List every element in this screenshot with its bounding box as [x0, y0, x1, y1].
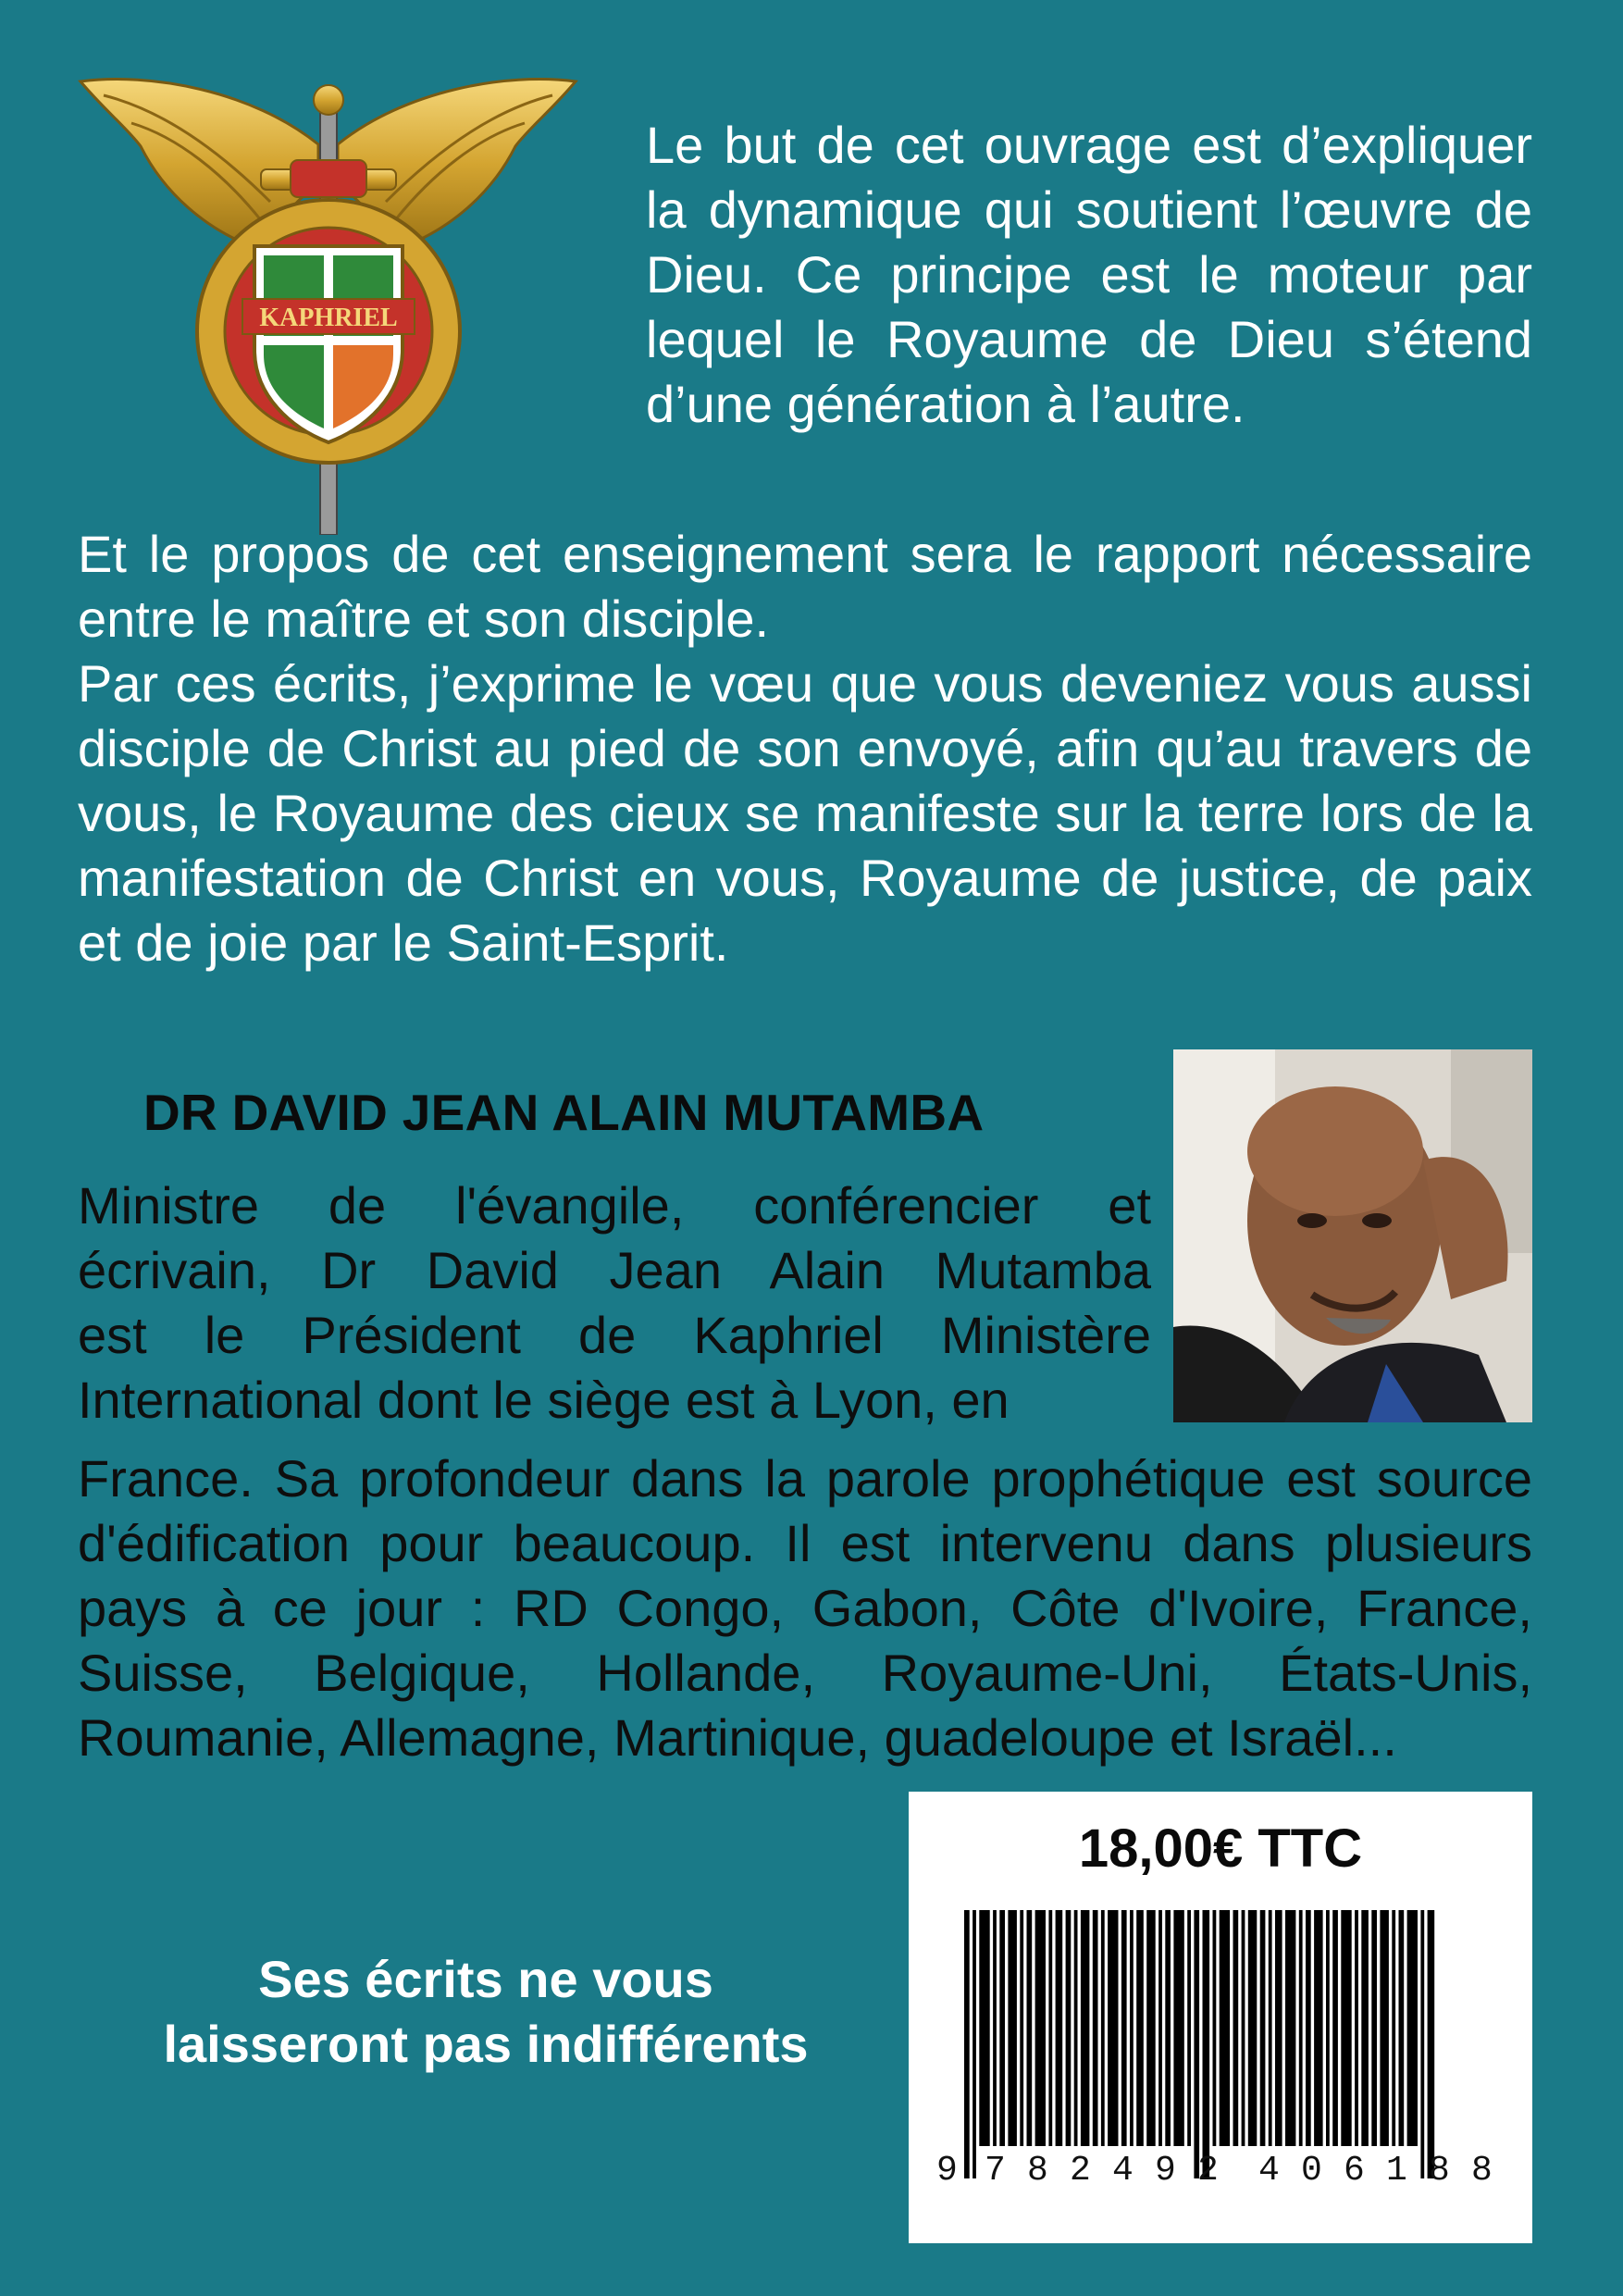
- purpose-paragraph: Et le propos de cet enseignement sera le rapport nécessaire entre le maître et son disciple.: [78, 525, 1532, 648]
- barcode-bar: [1275, 1910, 1282, 2146]
- barcode-bar: [1220, 1910, 1230, 2146]
- barcode-bar: [1299, 1910, 1303, 2146]
- barcode-bar: [1130, 1910, 1134, 2146]
- author-name: DR DAVID JEAN ALAIN MUTAMBA: [143, 1084, 985, 1141]
- barcode-bar: [1101, 1910, 1105, 2146]
- barcode-bar: [1136, 1910, 1144, 2146]
- barcode-bar: [993, 1910, 997, 2146]
- barcode-panel: [909, 1792, 1532, 2243]
- barcode-bar: [1158, 1910, 1162, 2146]
- barcode-bar: [1048, 1910, 1052, 2146]
- winged-shield-icon: [76, 72, 580, 535]
- barcode-bar: [1233, 1910, 1239, 2146]
- barcode-bar: [1371, 1910, 1377, 2146]
- bio-line: est le Président de Kaphriel Ministère: [78, 1306, 1151, 1364]
- svg-text:KAPHRIEL: KAPHRIEL: [259, 304, 398, 332]
- barcode-bar: [1027, 1910, 1033, 2146]
- barcode-bar: [1399, 1910, 1405, 2146]
- isbn-digit: 4: [1112, 2151, 1134, 2191]
- bio-line: International dont le siège est à Lyon, en: [78, 1371, 1010, 1429]
- barcode-bar: [1314, 1910, 1323, 2146]
- barcode-bar: [1203, 1910, 1210, 2178]
- price-label: 18,00€ TTC: [1078, 1818, 1363, 1879]
- barcode-bar: [1035, 1910, 1046, 2146]
- tagline-line: Ses écrits ne vous: [258, 1950, 713, 2008]
- isbn-digit: 8: [1027, 2151, 1048, 2191]
- isbn-digit: 7: [985, 2151, 1006, 2191]
- barcode-bar: [1165, 1910, 1171, 2146]
- isbn-digit: 6: [1344, 2151, 1365, 2191]
- wish-paragraph: Par ces écrits, j’exprime le vœu que vous deveniez vous aussi disciple de Christ au pied de son envoyé, afin qu’au travers de vous, le Royaume des cieux se manifeste sur la terre lors de la manifestation de Christ en vous, Royaume de justice, de paix et de joie par le Saint-Esprit.: [78, 654, 1532, 972]
- barcode-bar: [1056, 1910, 1063, 2146]
- barcode-bar: [1260, 1910, 1266, 2146]
- isbn-digit: 9: [936, 2151, 958, 2191]
- barcode-bar: [1093, 1910, 1098, 2146]
- barcode-bar: [1341, 1910, 1351, 2146]
- barcode-bar: [1407, 1910, 1418, 2146]
- barcode-bar: [1306, 1910, 1311, 2146]
- barcode-bar: [1361, 1910, 1369, 2146]
- intro-paragraph: Le but de cet ouvrage est d’expliquer la dynamique qui soutient l’œuvre de Dieu. Ce principe est le moteur par lequel le Royaume de Dieu s’étend d’une génération à l’autre.: [646, 116, 1532, 433]
- isbn-digit: 2: [1197, 2151, 1219, 2191]
- barcode-bar: [1108, 1910, 1118, 2146]
- isbn-digit: 4: [1258, 2151, 1280, 2191]
- barcode-bar: [1173, 1910, 1183, 2146]
- barcode-bar: [979, 1910, 989, 2146]
- bio-line: Ministre de l'évangile, conférencier et: [78, 1176, 1151, 1235]
- barcode-bar: [1121, 1910, 1127, 2146]
- isbn-digit: 1: [1386, 2151, 1407, 2191]
- isbn-digit: 8: [1429, 2151, 1450, 2191]
- barcode-bar: [1242, 1910, 1245, 2146]
- barcode-bar: [999, 1910, 1005, 2146]
- barcode-bar: [1248, 1910, 1258, 2146]
- barcode-icon: [960, 1910, 1493, 2178]
- barcode-bar: [1428, 1910, 1435, 2178]
- barcode-bar: [1355, 1910, 1358, 2146]
- isbn-digit: 0: [1301, 2151, 1322, 2191]
- isbn-digits: [936, 2151, 1510, 2197]
- barcode-bar: [1332, 1910, 1338, 2146]
- isbn-digit: 9: [1155, 2151, 1176, 2191]
- barcode-bar: [1066, 1910, 1072, 2146]
- bio-beside-photo: [78, 1173, 1151, 1433]
- barcode-bar: [1194, 1910, 1199, 2178]
- tagline: [93, 1947, 879, 2077]
- barcode-bar: [1020, 1910, 1023, 2146]
- barcode-bar: [1213, 1910, 1217, 2146]
- barcode-bar: [964, 1910, 970, 2178]
- barcode-bar: [1146, 1910, 1156, 2146]
- barcode-bar: [1326, 1910, 1330, 2146]
- bio-continuation: France. Sa profondeur dans la parole prophétique est source d'édification pour beaucoup. Il est intervenu dans plusieurs pays à ce jour : RD Congo, Gabon, Côte d'Ivoire, France, Suisse, Belgique, Hollande, Royaume-Uni, États-Unis, Roumanie, Allemagne, Martinique, guadeloupe et Israël...: [78, 1449, 1532, 1767]
- barcode-bar: [1420, 1910, 1424, 2178]
- isbn-digit: 8: [1471, 2151, 1493, 2191]
- barcode-bar: [1392, 1910, 1395, 2146]
- portrait-image: [1173, 1049, 1532, 1422]
- barcode-bar: [1008, 1910, 1017, 2146]
- barcode-bar: [1380, 1910, 1389, 2146]
- author-photo: [1173, 1049, 1532, 1422]
- kaphriel-emblem: [76, 72, 580, 535]
- bio-line: écrivain, Dr David Jean Alain Mutamba: [78, 1241, 1151, 1299]
- barcode-bar: [1074, 1910, 1078, 2146]
- barcode-bar: [1081, 1910, 1090, 2146]
- isbn-digit: 2: [1070, 2151, 1091, 2191]
- barcode-bar: [973, 1910, 976, 2178]
- barcode-bar: [1187, 1910, 1191, 2146]
- barcode-bar: [1285, 1910, 1295, 2146]
- barcode-bar: [1269, 1910, 1272, 2146]
- tagline-line: laisseront pas indifférents: [163, 2015, 809, 2073]
